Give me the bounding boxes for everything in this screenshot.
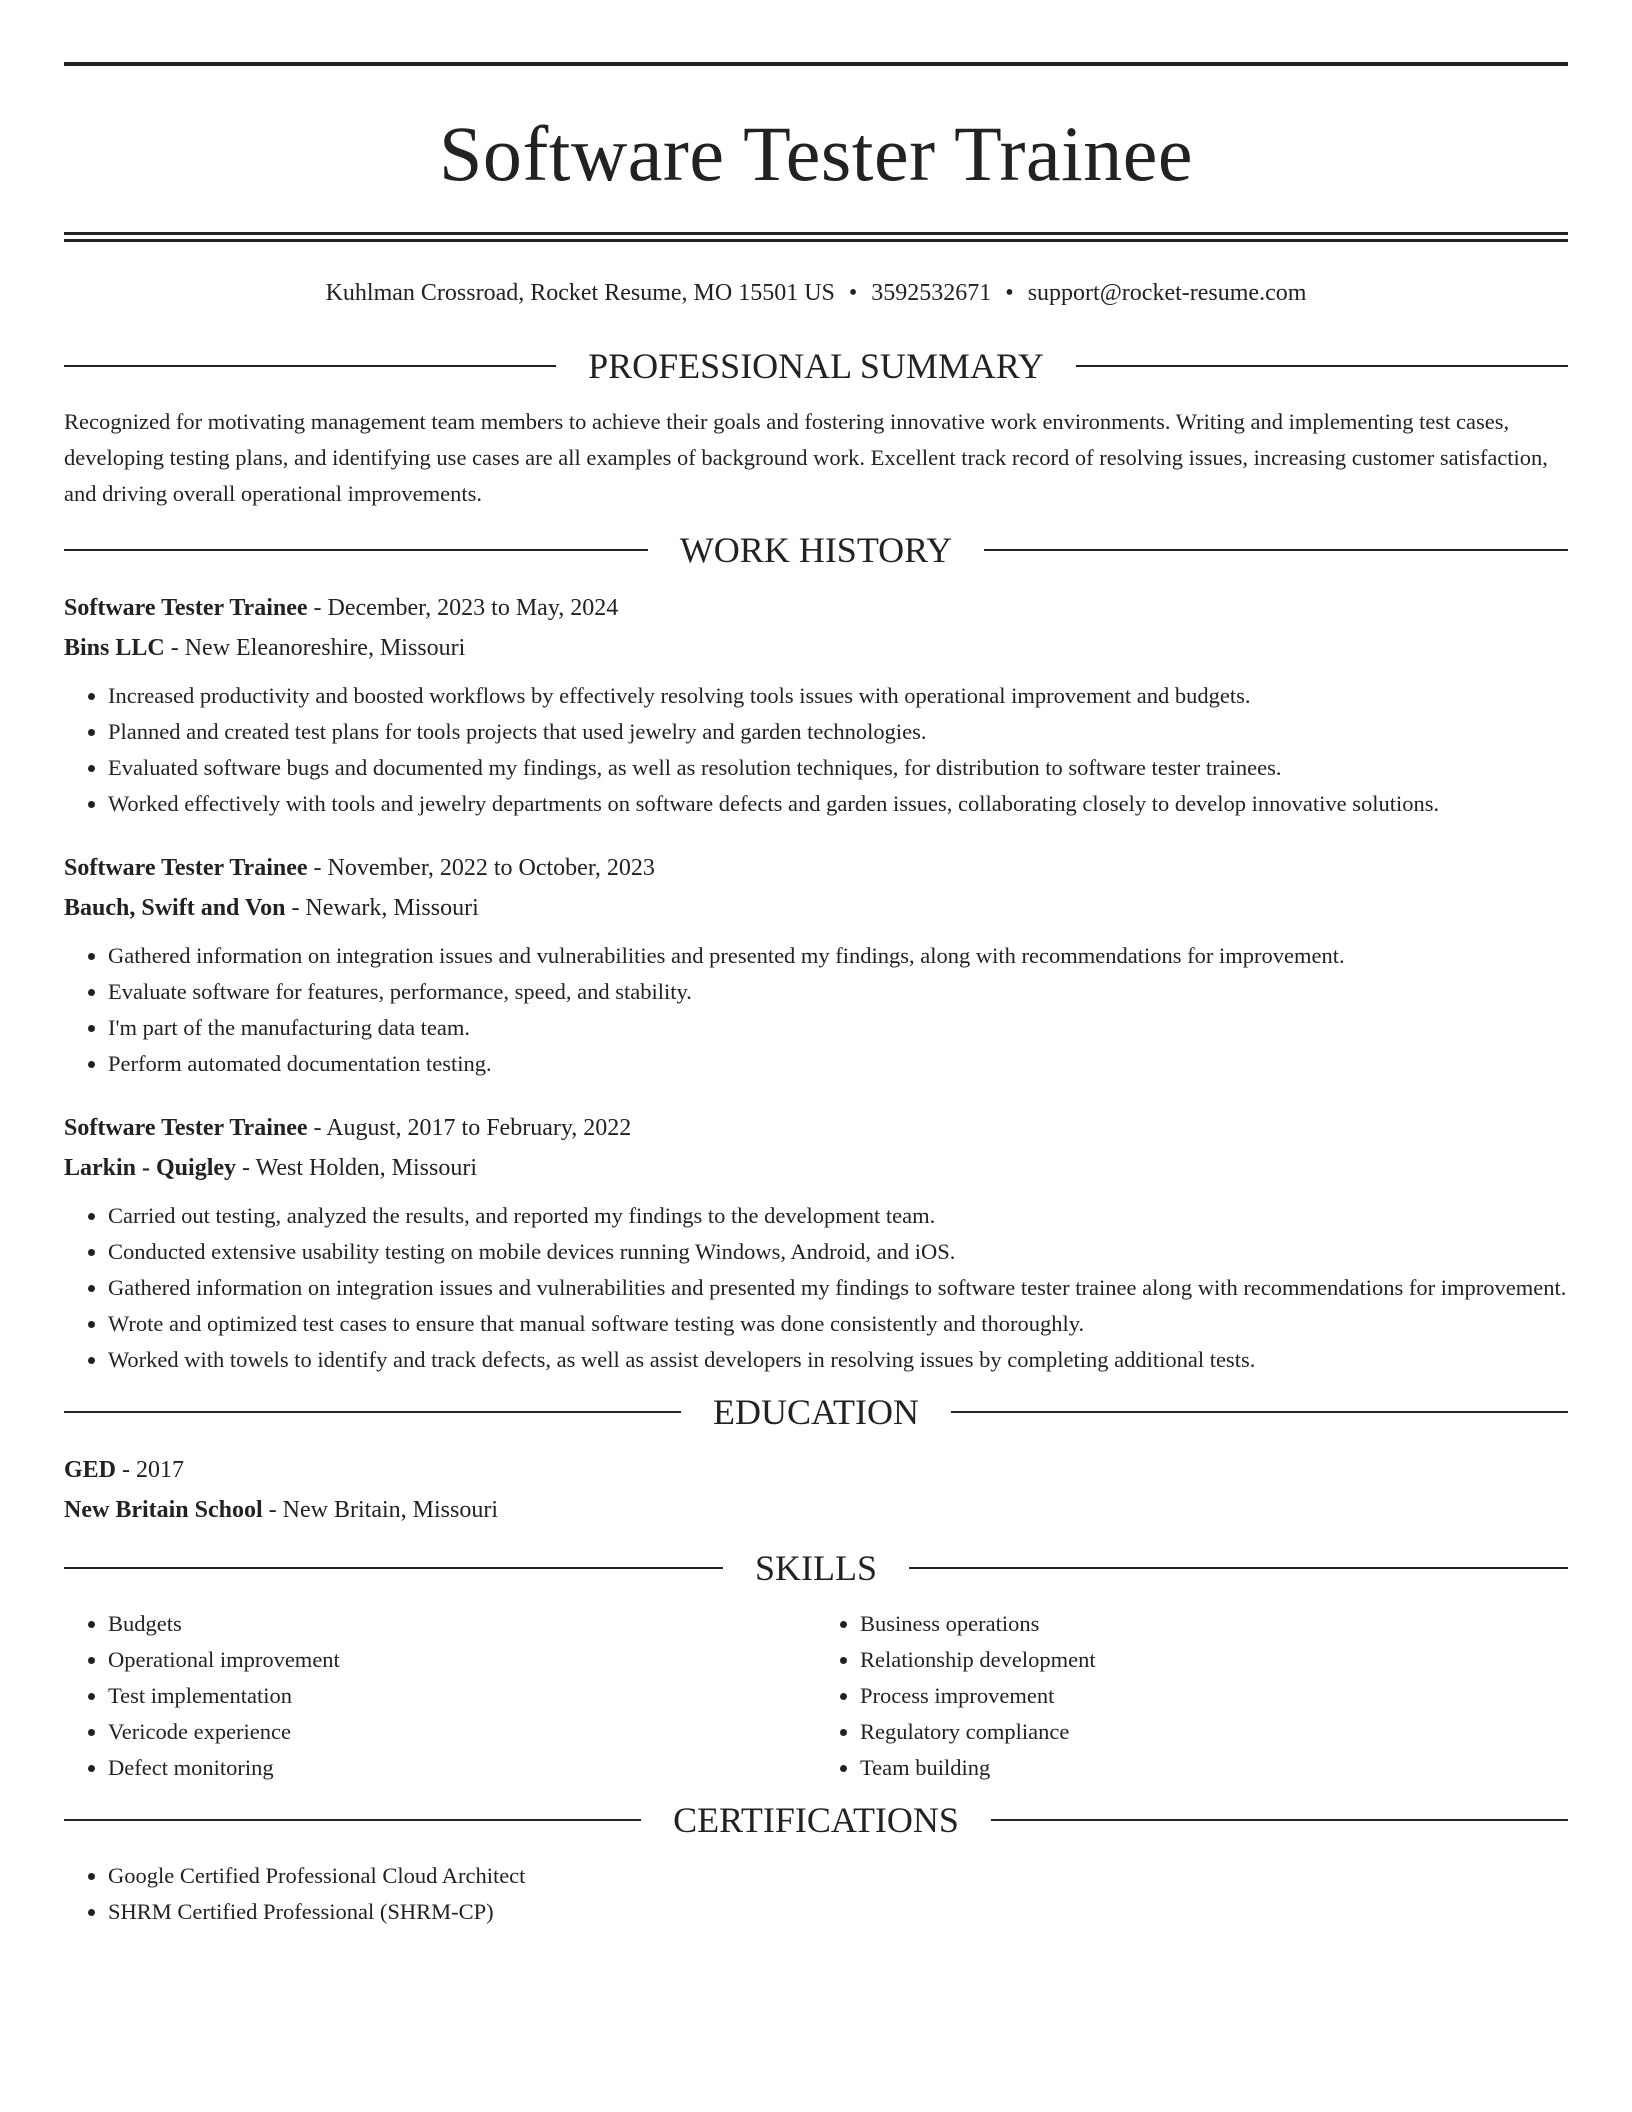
skill-item: • Budgets <box>108 1606 816 1642</box>
job-dates: - December, 2023 to May, 2024 <box>307 595 619 621</box>
job-company: Bauch, Swift and Von <box>64 895 286 921</box>
heading-rule <box>991 1819 1568 1821</box>
section-heading-education <box>64 1392 1568 1432</box>
job-title: Software Tester Trainee <box>64 1115 308 1141</box>
education-school-line <box>64 1490 1568 1530</box>
heading-rule <box>1076 365 1568 367</box>
certifications-list <box>64 1858 1568 1930</box>
section-label: EDUCATION <box>713 1392 919 1432</box>
heading-rule <box>984 549 1568 551</box>
certification-item: • SHRM Certified Professional (SHRM-CP) <box>108 1894 1568 1930</box>
list-item: • Carried out testing, analyzed the results, and reported my findings to the development team. <box>108 1198 1568 1234</box>
list-item: • Evaluated software bugs and documented my findings, as well as resolution techniques, for distribution to software tester trainees. <box>108 750 1568 786</box>
job-company: Bins LLC <box>64 635 165 661</box>
job-title-line <box>64 848 1568 888</box>
education-location: - New Britain, Missouri <box>262 1497 498 1523</box>
job-company: Larkin - Quigley <box>64 1155 237 1181</box>
job-bullets <box>64 678 1568 822</box>
list-item: • I'm part of the manufacturing data team. <box>108 1010 1568 1046</box>
summary-text: Recognized for motivating management team members to achieve their goals and fostering innovative work environments. Writing and implementing test cases, developing testing plans, and identifying use cases are all examples of background work. Excellent track record of resolving issues, increasing customer satisfaction, and driving overall operational improvements. <box>64 409 1548 506</box>
job-dates: - August, 2017 to February, 2022 <box>307 1115 632 1141</box>
skill-item: • Business operations <box>860 1606 1568 1642</box>
section-label: SKILLS <box>755 1548 878 1588</box>
job-bullets <box>64 938 1568 1082</box>
job-entry <box>64 1108 1568 1378</box>
contact-line <box>64 278 1568 308</box>
education-entry <box>64 1450 1568 1530</box>
education-school: New Britain School <box>64 1497 263 1523</box>
list-item: • Wrote and optimized test cases to ensure that manual software testing was done consistently and thoroughly. <box>108 1306 1568 1342</box>
education-year: - 2017 <box>116 1457 185 1483</box>
resume-title: Software Tester Trainee <box>438 110 1194 197</box>
skill-item: • Regulatory compliance <box>860 1714 1568 1750</box>
contact-phone: 3592532671 <box>871 280 992 306</box>
job-title: Software Tester Trainee <box>64 595 308 621</box>
skill-item: • Defect monitoring <box>108 1750 816 1786</box>
education-degree: GED <box>64 1457 117 1483</box>
contact-email: support@rocket-resume.com <box>1027 280 1307 306</box>
skill-item: • Test implementation <box>108 1678 816 1714</box>
skill-item: • Relationship development <box>860 1642 1568 1678</box>
certification-item: • Google Certified Professional Cloud Architect <box>108 1858 1568 1894</box>
education-degree-line <box>64 1450 1568 1490</box>
skills-right-column <box>816 1606 1568 1786</box>
job-title-line <box>64 588 1568 628</box>
skill-item: • Team building <box>860 1750 1568 1786</box>
heading-rule <box>64 1411 681 1413</box>
job-company-line <box>64 888 1568 928</box>
job-title: Software Tester Trainee <box>64 855 308 881</box>
job-company-line <box>64 628 1568 668</box>
heading-rule <box>64 1567 723 1569</box>
job-entry <box>64 848 1568 1082</box>
job-entry <box>64 588 1568 822</box>
section-heading-certifications <box>64 1800 1568 1840</box>
list-item: • Gathered information on integration issues and vulnerabilities and presented my findings to software tester trainee along with recommendations for improvement. <box>108 1270 1568 1306</box>
section-heading-work <box>64 530 1568 570</box>
job-title-line <box>64 1108 1568 1148</box>
list-item: • Worked with towels to identify and track defects, as well as assist developers in resolving issues by completing additional tests. <box>108 1342 1568 1378</box>
list-item: • Evaluate software for features, performance, speed, and stability. <box>108 974 1568 1010</box>
heading-rule <box>909 1567 1568 1569</box>
skill-item: • Vericode experience <box>108 1714 816 1750</box>
job-location: - West Holden, Missouri <box>236 1155 477 1181</box>
job-location: - Newark, Missouri <box>285 895 479 921</box>
heading-rule <box>64 549 648 551</box>
title-double-rule <box>64 232 1568 242</box>
list-item: • Increased productivity and boosted workflows by effectively resolving tools issues with operational improvement and budgets. <box>108 678 1568 714</box>
list-item: • Worked effectively with tools and jewelry departments on software defects and garden issues, collaborating closely to develop innovative solutions. <box>108 786 1568 822</box>
skill-item: • Operational improvement <box>108 1642 816 1678</box>
contact-separator: • <box>848 280 858 306</box>
skills-grid <box>64 1606 1568 1786</box>
heading-rule <box>64 1819 641 1821</box>
job-bullets <box>64 1198 1568 1378</box>
skill-item: • Process improvement <box>860 1678 1568 1714</box>
list-item: • Planned and created test plans for tools projects that used jewelry and garden technologies. <box>108 714 1568 750</box>
section-heading-summary <box>64 346 1568 386</box>
section-label: CERTIFICATIONS <box>673 1800 959 1840</box>
contact-address: Kuhlman Crossroad, Rocket Resume, MO 15501 US <box>325 280 835 306</box>
job-dates: - November, 2022 to October, 2023 <box>307 855 655 881</box>
list-item: • Conducted extensive usability testing on mobile devices running Windows, Android, and iOS. <box>108 1234 1568 1270</box>
top-rule <box>64 62 1568 66</box>
job-company-line <box>64 1148 1568 1188</box>
heading-rule <box>64 365 556 367</box>
list-item: • Perform automated documentation testing. <box>108 1046 1568 1082</box>
list-item: • Gathered information on integration issues and vulnerabilities and presented my findings, along with recommendations for improvement. <box>108 938 1568 974</box>
contact-separator: • <box>1005 280 1014 306</box>
section-label: PROFESSIONAL SUMMARY <box>588 346 1044 386</box>
section-label: WORK HISTORY <box>679 530 953 570</box>
job-location: - New Eleanoreshire, Missouri <box>164 635 466 661</box>
section-heading-skills <box>64 1548 1568 1588</box>
skills-left-column <box>64 1606 816 1786</box>
heading-rule <box>951 1411 1568 1413</box>
